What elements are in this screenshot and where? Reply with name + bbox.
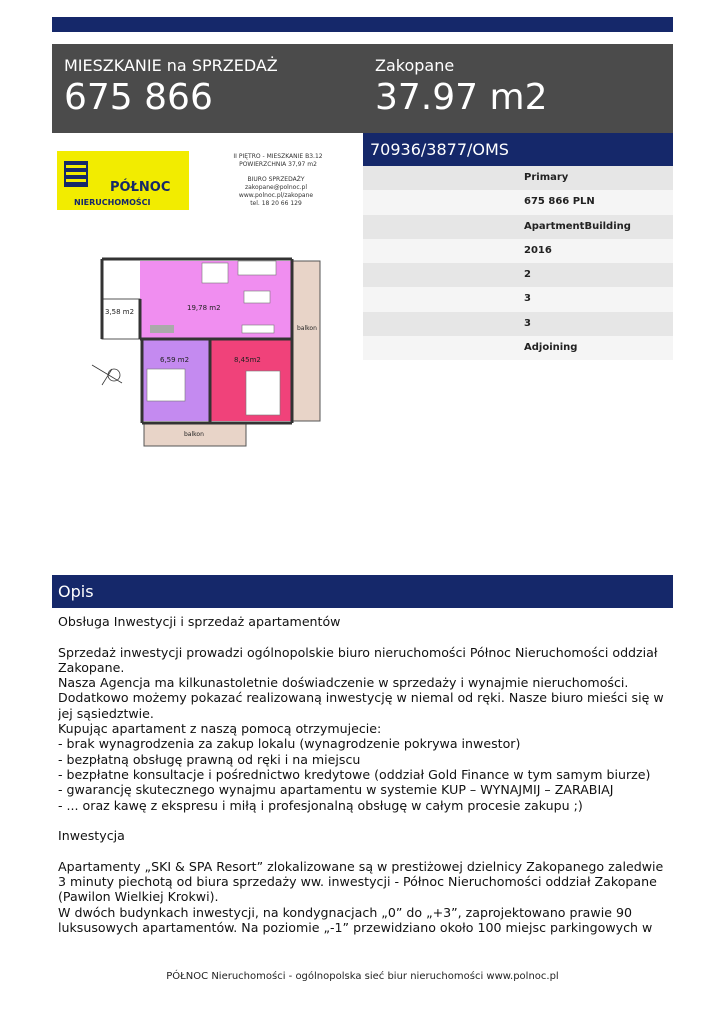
price-block (64, 56, 278, 118)
attribute-rooms: 3 (363, 287, 673, 311)
reference-number: 70936/3877/OMS (363, 133, 673, 166)
listing-header (52, 44, 673, 133)
description-paragraph: Obsługa Inwestycji i sprzedaż apartamentów (58, 614, 341, 629)
listing-type: MIESZKANIE na SPRZEDAŻ (64, 56, 278, 75)
footer: PÓŁNOC Nieruchomości - ogólnopolska sieć biur nieruchomości www.polnoc.pl (166, 971, 559, 982)
description-heading: Opis (52, 575, 673, 608)
attribute-market: Primary (363, 166, 673, 190)
description-paragraph: - ... oraz kawę z ekspresu i miłą i profesjonalną obsługę w całym procesie zakupu ;) (58, 797, 583, 813)
area: 37.97 m2 (375, 77, 548, 118)
attribute-floor: 2 (363, 263, 673, 287)
description-paragraph: - bezpłatną obsługę prawną od ręki i na miejscu (58, 751, 361, 767)
logo-text-line1: PÓŁNOC (110, 180, 171, 195)
location-block (375, 56, 547, 118)
plan-info-line1: II PIĘTRO - MIESZKANIE B3.12 (233, 153, 323, 160)
plan-info-line5: www.polnoc.pl/zakopane (238, 192, 314, 199)
label-balcony-bottom: balkon (184, 431, 204, 438)
description-paragraph: - brak wynagrodzenia za zakup lokalu (wynagrodzenie pokrywa inwestor) (58, 736, 521, 752)
plan-info-line3: BIURO SPRZEDAŻY (247, 176, 305, 183)
description-paragraph: W dwóch budynkach inwestycji, na kondygnacjach „0” do „+3”, zaprojektowano prawie 90 luksusowych apartamentów. Na poziomie „-1” przewidziano około 100 miejsc parkingowych w (58, 904, 653, 935)
description-paragraph: Inwestycja (58, 828, 125, 844)
description-text (58, 614, 670, 936)
plan-info-line4: zakopane@polnoc.pl (244, 184, 308, 191)
logo-text-line2: NIERUCHOMOŚCI (74, 198, 151, 207)
label-living-room: 19,78 m2 (187, 304, 221, 312)
description-paragraph (58, 813, 670, 828)
description-paragraph: Apartamenty „SKI & SPA Resort” zlokalizowane są w prestiżowej dzielnicy Zakopanego zaledwie 3 minuty piechotą od biura sprzedaży ww. inwestycji - Północ Nieruchomości oddział Zakopane (Pawilon Wielkiej Krokwi). (58, 858, 668, 905)
city: Zakopane (375, 56, 455, 75)
label-bedroom-1: 6,59 m2 (160, 356, 190, 364)
compass-icon (92, 365, 122, 385)
attribute-kitchen: Adjoining (363, 336, 673, 360)
attributes-table (363, 166, 673, 360)
plan-info-line6: tel. 18 20 66 129 (250, 200, 302, 207)
description-paragraph: - bezpłatne konsultacje i pośrednictwo kredytowe (oddział Gold Finance w tym samym biurze) (58, 766, 651, 782)
company-logo (57, 151, 189, 210)
plan-info-line2: POWIERZCHNIA 37,97 m2 (239, 161, 317, 168)
description-paragraph (58, 843, 670, 858)
attribute-floors-total: 3 (363, 312, 673, 336)
description-paragraph: Dodatkowo możemy pokazać realizowaną inwestycję w niemal od ręki. Nasze biuro mieści się w jej sąsiedztwie. (58, 690, 668, 721)
price: 675 866 (64, 77, 213, 118)
floor-plan-image (52, 133, 363, 463)
label-bedroom-2: 8,45m2 (234, 356, 261, 364)
label-balcony-right: balkon (297, 325, 317, 332)
attribute-building-type: ApartmentBuilding (363, 215, 673, 239)
description-paragraph: Sprzedaż inwestycji prowadzi ogólnopolskie biuro nieruchomości Północ Nieruchomości oddział Zakopane. (58, 644, 662, 675)
description-paragraph (58, 629, 670, 644)
description-paragraph: - gwarancję skutecznego wynajmu apartamentu w systemie KUP – WYNAJMIJ – ZARABIAJ (58, 782, 614, 798)
attribute-price: 675 866 PLN (363, 190, 673, 214)
top-accent-bar (52, 17, 673, 32)
description-paragraph: Nasza Agencja ma kilkunastoletnie doświadczenie w sprzedaży i wynajmie nieruchomości. (58, 675, 629, 691)
balcony-right (292, 261, 320, 421)
bathroom (102, 299, 140, 339)
description-paragraph: Kupując apartament z naszą pomocą otrzymujecie: (58, 721, 382, 737)
label-bathroom: 3,58 m2 (105, 308, 135, 316)
attribute-year: 2016 (363, 239, 673, 263)
